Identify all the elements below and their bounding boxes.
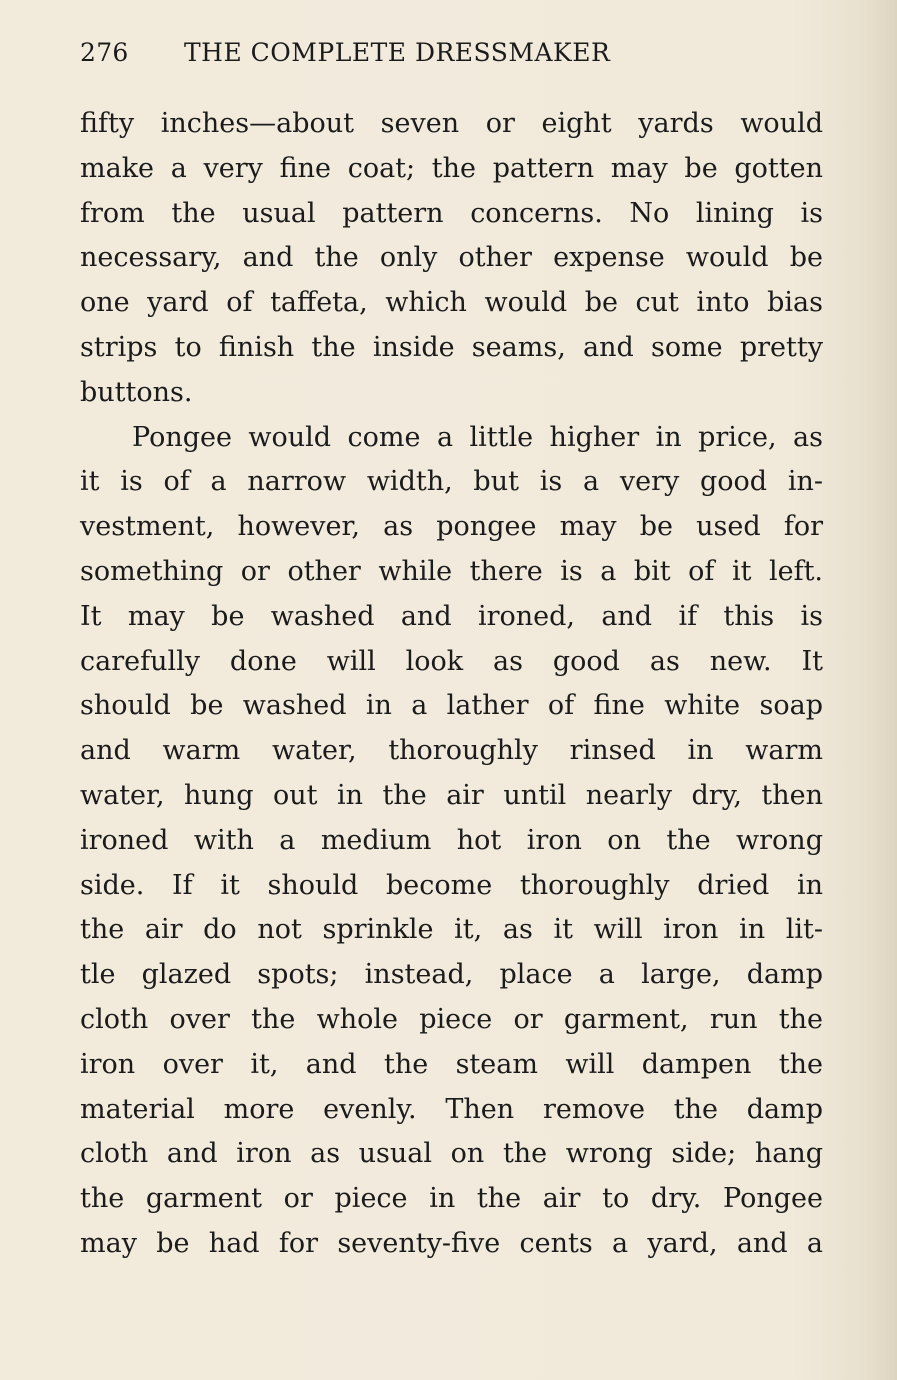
text-line: the air do not sprinkle it, as it will iron in lit- (80, 914, 823, 946)
text-line: material more evenly. Then remove the damp (80, 1093, 823, 1125)
text-line: may be had for seventy-five cents a yard, and a (80, 1227, 823, 1259)
text-line: from the usual pattern concerns. No lining is (80, 197, 823, 229)
text-line: should be washed in a lather of fine white soap (80, 690, 823, 722)
text-line: necessary, and the only other expense would be (80, 242, 823, 274)
running-title: THE COMPLETE DRESSMAKER (184, 38, 611, 67)
text-line: cloth over the whole piece or garment, run the (80, 1003, 823, 1035)
text-line: side. If it should become thoroughly dried in (80, 869, 823, 901)
text-line: buttons. (80, 376, 193, 408)
paragraph-first-line: Pongee would come a little higher in price, as (132, 421, 823, 453)
text-line: the garment or piece in the air to dry. Pongee (80, 1183, 823, 1215)
text-line: ironed with a medium hot iron on the wrong (80, 824, 823, 856)
text-line: water, hung out in the air until nearly dry, then (80, 779, 823, 811)
text-line: one yard of taffeta, which would be cut into bias (80, 287, 823, 319)
text-line: carefully done will look as good as new. It (80, 645, 823, 677)
text-line: vestment, however, as pongee may be used for (80, 511, 823, 543)
text-line: and warm water, thoroughly rinsed in warm (80, 735, 823, 767)
body-text (80, 102, 823, 1267)
text-line: it is of a narrow width, but is a very good in- (80, 466, 823, 498)
text-line: cloth and iron as usual on the wrong side; hang (80, 1138, 823, 1170)
text-line: strips to finish the inside seams, and some pretty (80, 331, 823, 363)
text-line: make a very fine coat; the pattern may be gotten (80, 152, 823, 184)
text-line: It may be washed and ironed, and if this is (80, 600, 823, 632)
page-header (80, 38, 825, 78)
text-line: fifty inches—about seven or eight yards would (80, 108, 823, 139)
text-line: something or other while there is a bit of it left. (80, 555, 823, 587)
text-line: iron over it, and the steam will dampen the (80, 1048, 823, 1080)
page-number: 276 (80, 38, 129, 67)
text-line: tle glazed spots; instead, place a large, damp (80, 959, 823, 991)
